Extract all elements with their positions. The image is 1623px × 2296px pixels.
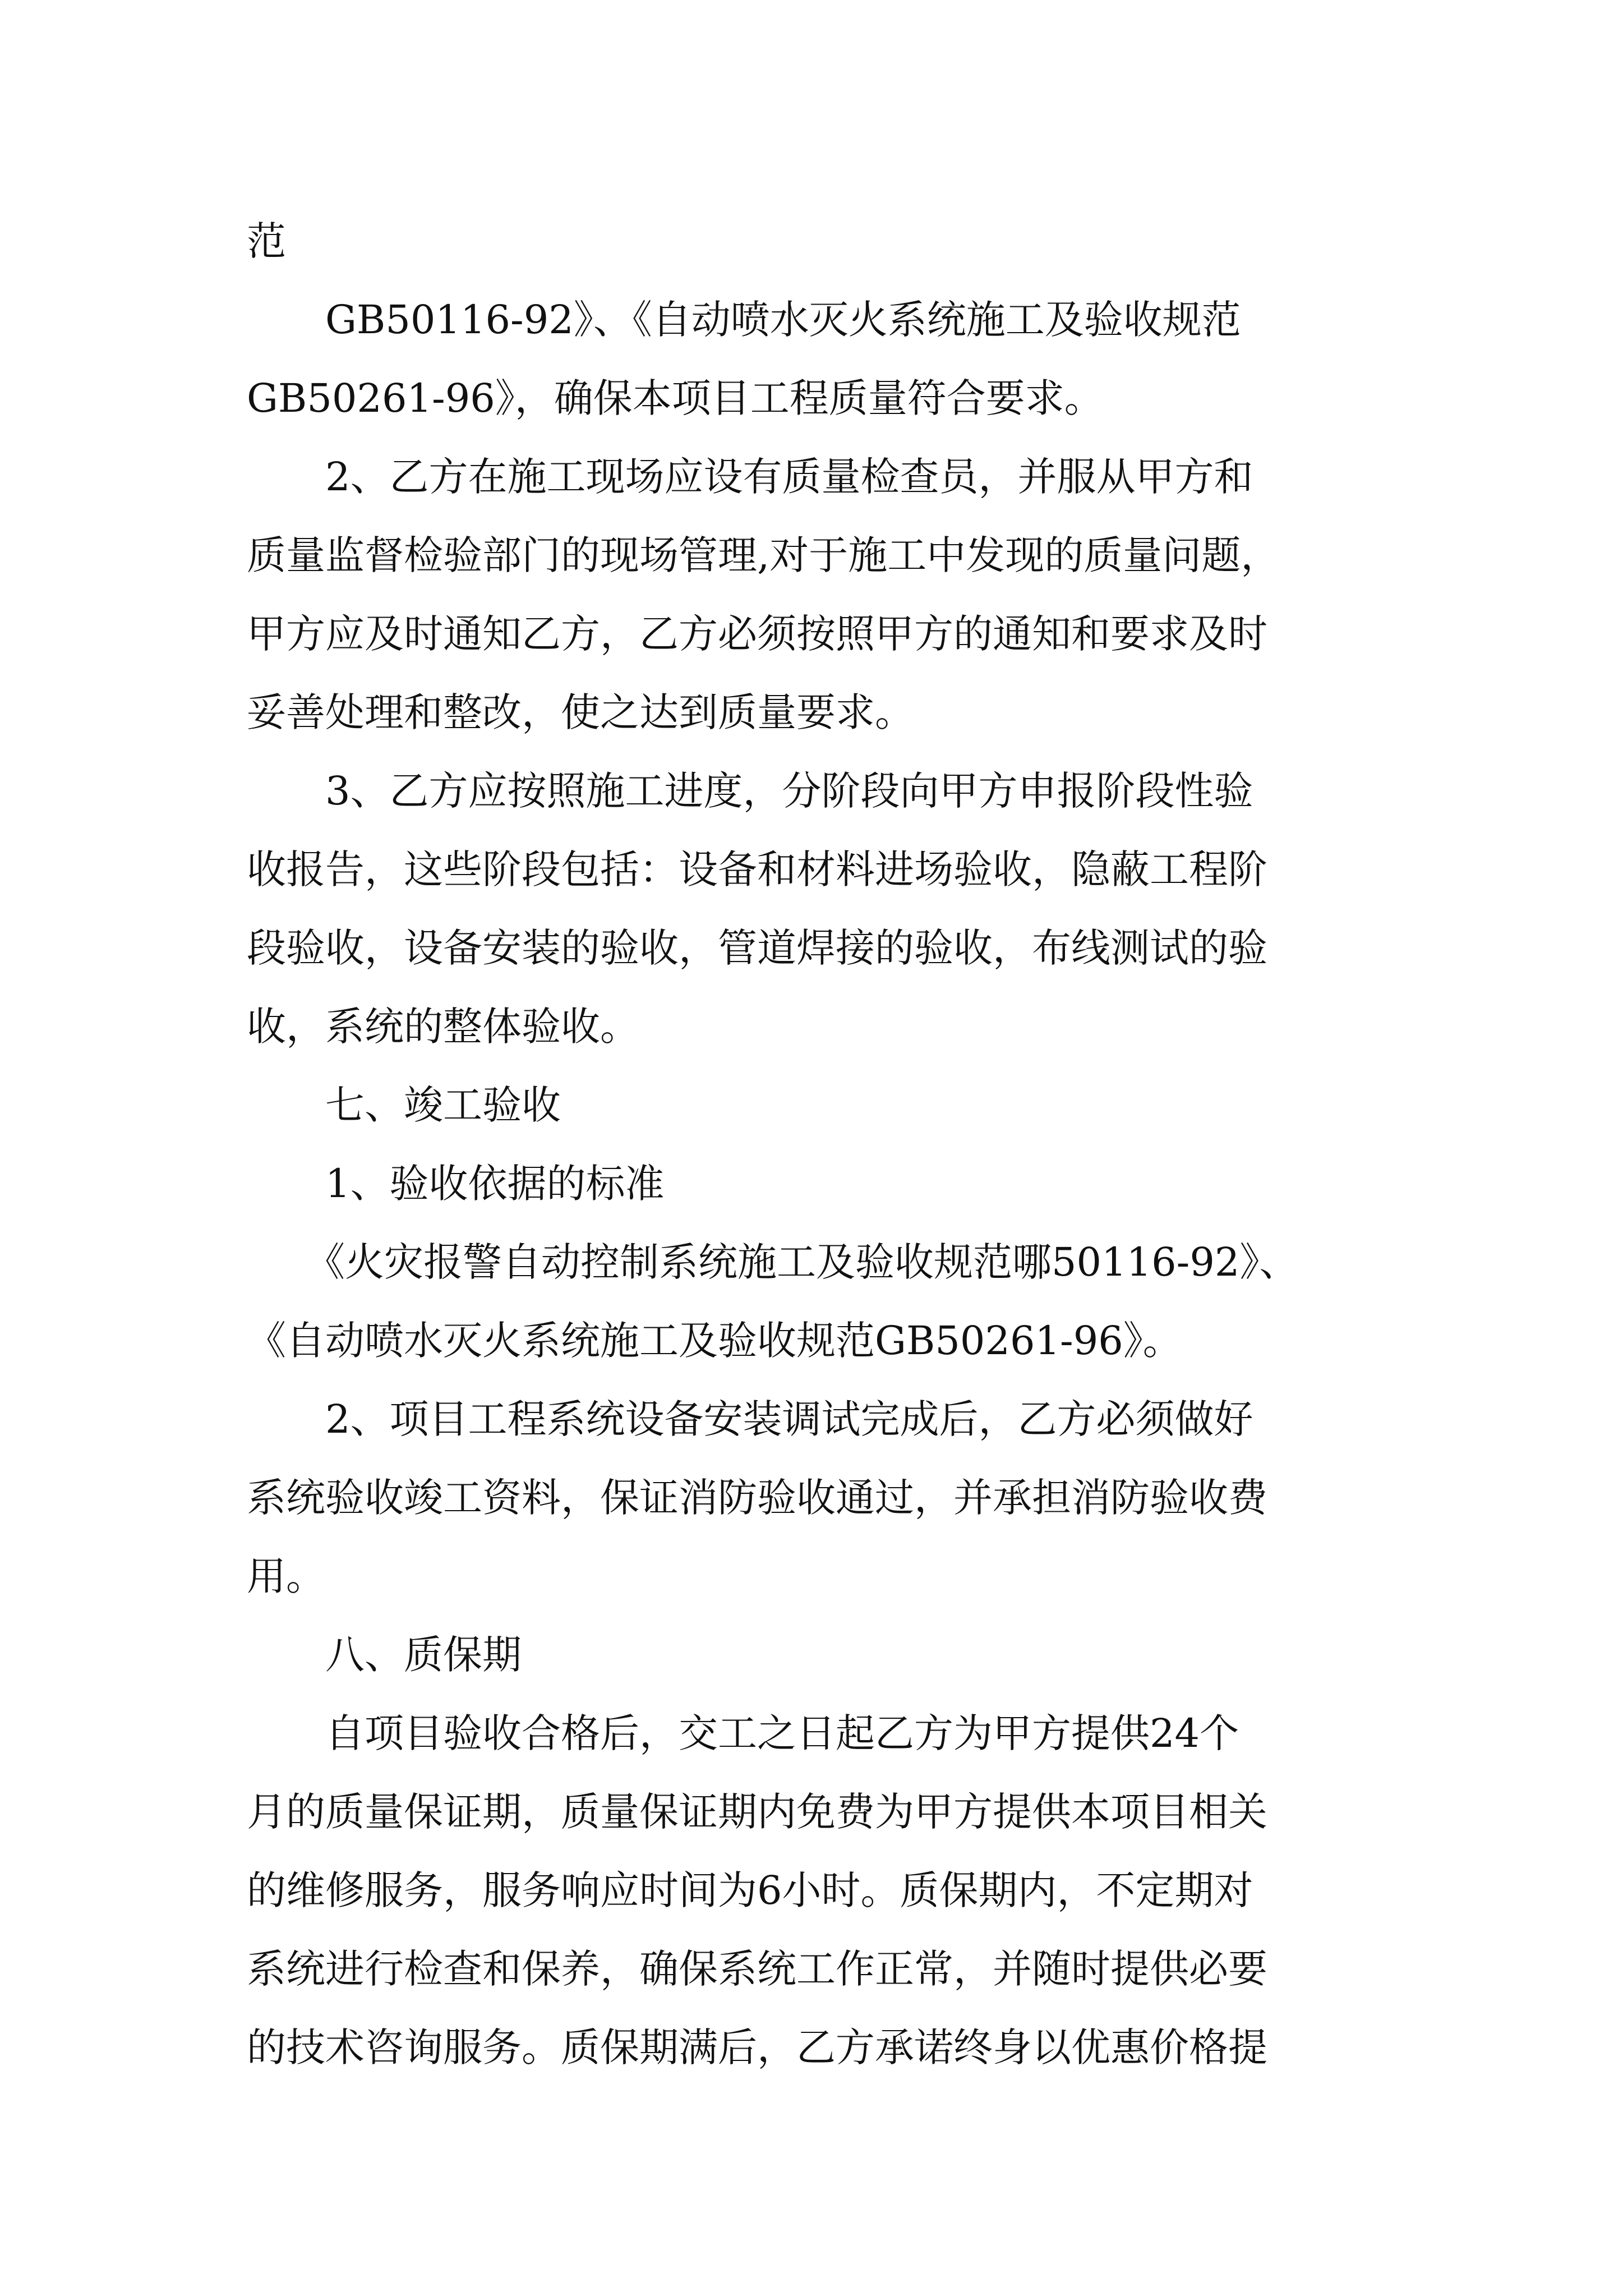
text-line: 段验收，设备安装的验收，管道焊接的验收，布线测试的验	[247, 925, 1267, 971]
text-line: 的技术咨询服务。质保期满后，乙方承诺终身以优惠价格提	[247, 2024, 1267, 2070]
text-line: 3、乙方应按照施工进度，分阶段向甲方申报阶段性验	[247, 768, 1253, 814]
text-line: 范	[247, 218, 286, 264]
section-heading: 八、质保期	[247, 1632, 522, 1678]
text-line: 系统进行检查和保养，确保系统工作正常，并随时提供必要	[247, 1946, 1267, 1992]
text-line: 《火灾报警自动控制系统施工及验收规范哪50116-92》、	[247, 1239, 1299, 1285]
text-line: 用。	[247, 1553, 325, 1599]
text-line: 自项目验收合格后，交工之日起乙方为甲方提供24个	[247, 1710, 1239, 1756]
text-line: 2、乙方在施工现场应设有质量检查员，并服从甲方和	[247, 454, 1253, 500]
text-line: 甲方应及时通知乙方，乙方必须按照甲方的通知和要求及时	[247, 611, 1267, 657]
text-line: 质量监督检验部门的现场管理,对于施工中发现的质量问题，	[247, 532, 1280, 578]
text-line: 收，系统的整体验收。	[247, 1004, 639, 1050]
text-line: 系统验收竣工资料，保证消防验收通过，并承担消防验收费	[247, 1475, 1267, 1521]
text-line: 妥善处理和整改，使之达到质量要求。	[247, 689, 914, 735]
text-line: 的维修服务，服务响应时间为6小时。质保期内，不定期对	[247, 1867, 1253, 1913]
section-heading: 七、竣工验收	[247, 1082, 561, 1128]
text-line: 收报告，这些阶段包括：设备和材料进场验收，隐蔽工程阶	[247, 846, 1267, 892]
text-line: 2、项目工程系统设备安装调试完成后，乙方必须做好	[247, 1396, 1253, 1442]
text-line: 月的质量保证期，质量保证期内免费为甲方提供本项目相关	[247, 1789, 1267, 1835]
text-line: 1、验收依据的标准	[247, 1161, 665, 1207]
text-line: 《自动喷水灭火系统施工及验收规范GB50261-96》。	[247, 1318, 1182, 1364]
text-line: GB50116-92》、《自动喷水灭火系统施工及验收规范	[247, 297, 1241, 343]
text-line: GB50261-96》，确保本项目工程质量符合要求。	[247, 375, 1104, 421]
